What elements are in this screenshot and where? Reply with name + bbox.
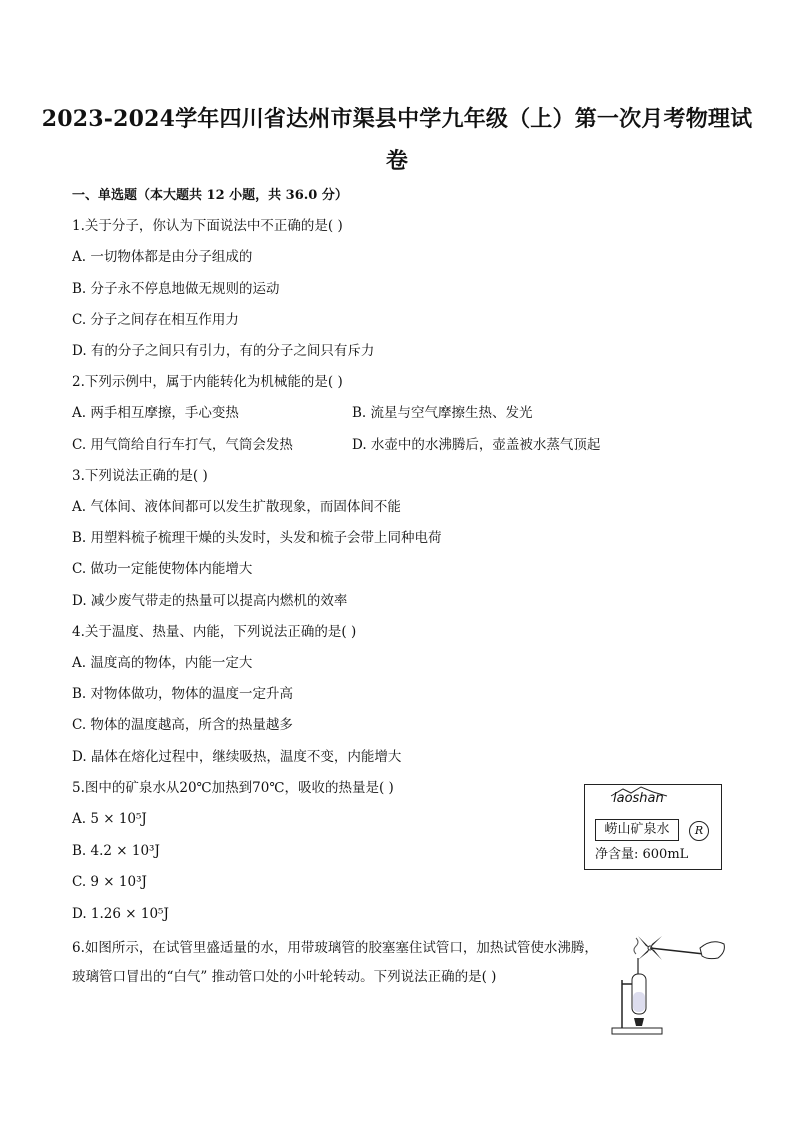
q3-option-a: A. 气体间、液体间都可以发生扩散现象，而固体间不能 — [72, 499, 401, 515]
q2-option-d: D. 水壶中的水沸腾后，壶盖被水蒸气顶起 — [352, 437, 601, 453]
q3-option-c: C. 做功一定能使物体内能增大 — [72, 561, 253, 577]
label-brand: laoshan — [613, 791, 664, 806]
q4-stem: 4.关于温度、热量、内能，下列说法正确的是( ) — [72, 624, 357, 640]
exam-title-line2: 卷 — [385, 148, 409, 174]
q6-stem-line2: 玻璃管口冒出的“白气” 推动管口处的小叶轮转动。下列说法正确的是( ) — [72, 969, 497, 985]
q4-option-d: D. 晶体在熔化过程中，继续吸热，温度不变，内能增大 — [72, 749, 402, 765]
q2-option-b: B. 流星与空气摩擦生热、发光 — [352, 405, 533, 421]
q4-option-c: C. 物体的温度越高，所含的热量越多 — [72, 717, 293, 733]
q5-option-a: A. 5 × 10⁵J — [72, 811, 147, 827]
registered-mark-icon: R — [689, 821, 709, 841]
label-product-name: 崂山矿泉水 — [595, 819, 679, 841]
q4-option-b: B. 对物体做功，物体的温度一定升高 — [72, 686, 294, 702]
exam-title-line1: 2023-2024学年四川省达州市渠县中学九年级（上）第一次月考物理试 — [41, 106, 753, 132]
q2-stem: 2.下列示例中，属于内能转化为机械能的是( ) — [72, 374, 343, 390]
q2-option-a: A. 两手相互摩擦，手心变热 — [72, 405, 239, 421]
mineral-water-label-figure — [584, 784, 722, 870]
q1-option-b: B. 分子永不停息地做无规则的运动 — [72, 281, 280, 297]
test-tube-pinwheel-figure — [608, 930, 728, 1040]
q5-option-d: D. 1.26 × 10⁵J — [72, 906, 169, 922]
q6-stem-line1: 6.如图所示，在试管里盛适量的水，用带玻璃管的胶塞塞住试管口，加热试管使水沸腾， — [72, 940, 598, 956]
q1-option-d: D. 有的分子之间只有引力，有的分子之间只有斥力 — [72, 343, 375, 359]
exam-title — [40, 98, 754, 182]
q5-stem: 5.图中的矿泉水从20℃加热到70℃，吸收的热量是( ) — [72, 780, 394, 796]
q3-option-b: B. 用塑料梳子梳理干燥的头发时，头发和梳子会带上同种电荷 — [72, 530, 442, 546]
q4-option-a: A. 温度高的物体，内能一定大 — [72, 655, 253, 671]
q5-option-c: C. 9 × 10³J — [72, 874, 147, 890]
label-volume: 净含量: 600mL — [595, 847, 689, 862]
q1-stem: 1.关于分子，你认为下面说法中不正确的是( ) — [72, 218, 343, 234]
section-heading: 一、单选题（本大题共 12 小题，共 36.0 分） — [72, 188, 348, 203]
q1-option-a: A. 一切物体都是由分子组成的 — [72, 249, 253, 265]
q1-option-c: C. 分子之间存在相互作用力 — [72, 312, 239, 328]
q5-option-b: B. 4.2 × 10³J — [72, 843, 160, 859]
q2-option-c: C. 用气筒给自行车打气，气筒会发热 — [72, 437, 293, 453]
q3-stem: 3.下列说法正确的是( ) — [72, 468, 208, 484]
q3-option-d: D. 减少废气带走的热量可以提高内燃机的效率 — [72, 593, 348, 609]
